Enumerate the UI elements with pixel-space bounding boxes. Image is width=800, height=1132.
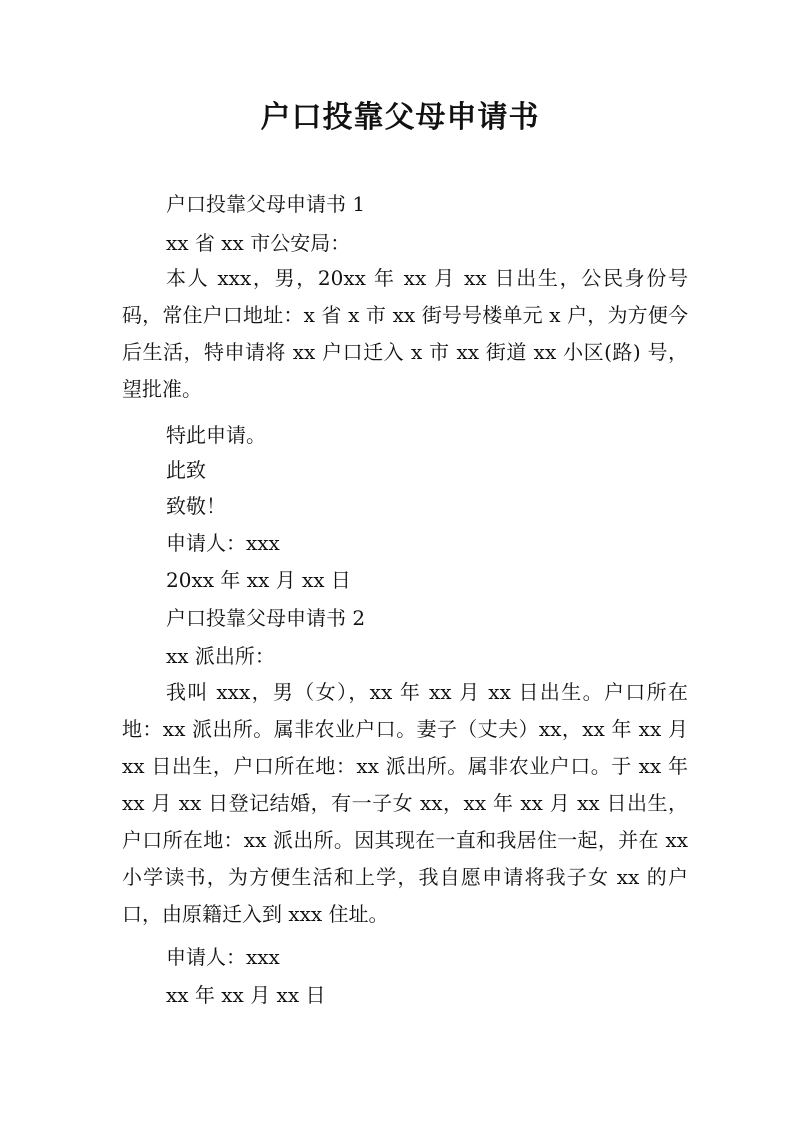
section1-heading: 户口投靠父母申请书 1 <box>166 192 366 216</box>
section1-closing-1: 特此申请。 <box>166 423 266 447</box>
document-title: 户口投靠父母申请书 <box>260 100 540 135</box>
section1-recipient: xx 省 xx 市公安局： <box>166 231 351 255</box>
section1-body: 本人 xxx，男，20xx 年 xx 月 xx 日出生，公民身份号码，常住户口地址：x 省 x 市 xx 街号号楼单元 x 户，为方便今后生活，特申请将 xx 户口迁入 x 市 xx 街道 xx 小区(路) 号，望批准。 <box>122 266 688 401</box>
section2-recipient: xx 派出所： <box>166 644 275 668</box>
section2-applicant: 申请人：xxx <box>166 945 280 969</box>
section1-date: 20xx 年 xx 月 xx 日 <box>166 568 351 592</box>
section1-closing-2: 此致 <box>166 458 206 482</box>
section2-body: 我叫 xxx，男（女），xx 年 xx 月 xx 日出生。户口所在地：xx 派出所。属非农业户口。妻子（丈夫）xx，xx 年 xx 月 xx 日出生，户口所在地：xx 派出所。属非农业户口。于 xx 年 xx 月 xx 日登记结婚，有一子女 xx，xx 年 xx 月 xx 日出生，户口所在地：xx 派出所。因其现在一直和我居住一起，并在 xx 小学读书，为方便生活和上学，我自愿申请将我子女 xx 的户口，由原籍迁入到 xxx 住址。 <box>122 680 688 926</box>
section1-closing-3: 致敬！ <box>166 494 226 518</box>
section2-heading: 户口投靠父母申请书 2 <box>166 606 366 630</box>
section2-date: xx 年 xx 月 xx 日 <box>166 983 326 1007</box>
section1-applicant: 申请人：xxx <box>166 531 280 555</box>
